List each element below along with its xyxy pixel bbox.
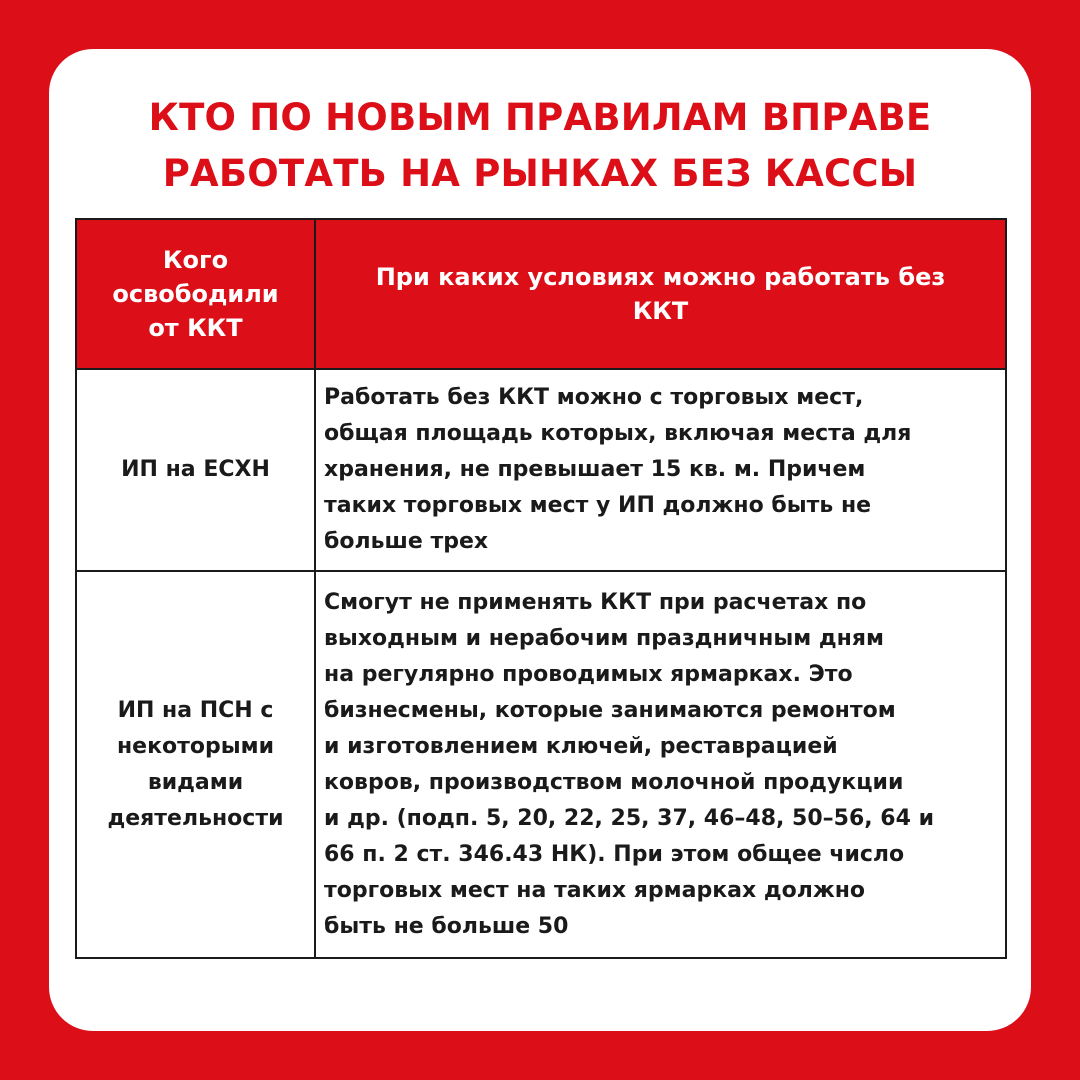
table-row: [76, 369, 1006, 571]
conditions-line: выходным и нерабочим праздничным дням: [324, 625, 884, 651]
conditions-line: Работать без ККТ можно с торговых мест,: [324, 385, 864, 410]
conditions-line: Смогут не применять ККТ при расчетах по: [324, 589, 867, 615]
who-line: ИП на ПСН с: [117, 697, 274, 723]
who-line: видами: [147, 769, 244, 795]
who-cell: [76, 571, 315, 958]
conditions-line: и др. (подп. 5, 20, 22, 25, 37, 46–48, 50–56, 64 и: [324, 805, 934, 831]
header-who-line: освободили: [112, 280, 279, 308]
who-line: ИП на ЕСХН: [121, 457, 270, 482]
conditions-line: больше трех: [324, 529, 489, 554]
conditions-cell: [315, 369, 1006, 571]
conditions-line: таких торговых мест у ИП должно быть не: [324, 493, 872, 518]
header-conditions-line: ККТ: [632, 297, 689, 325]
conditions-line: 66 п. 2 ст. 346.43 НК). При этом общее число: [324, 841, 905, 867]
who-line: некоторыми: [116, 733, 275, 759]
title-line-2: РАБОТАТЬ НА РЫНКАХ БЕЗ КАССЫ: [162, 152, 918, 195]
header-conditions-line: При каких условиях можно работать без: [375, 263, 946, 291]
conditions-line: ковров, производством молочной продукции: [324, 769, 904, 795]
table-header-row: [76, 219, 1006, 369]
conditions-line: быть не больше 50: [324, 913, 569, 939]
conditions-line: и изготовлением ключей, реставрацией: [324, 733, 838, 759]
title-line-1: КТО ПО НОВЫМ ПРАВИЛАМ ВПРАВЕ: [148, 96, 932, 139]
header-conditions: [315, 219, 1006, 369]
header-who-exempted: [76, 219, 315, 369]
conditions-line: бизнесмены, которые занимаются ремонтом: [324, 697, 896, 723]
who-line: деятельности: [107, 805, 284, 831]
header-who-line: от ККТ: [148, 314, 243, 342]
conditions-line: на регулярно проводимых ярмарках. Это: [324, 661, 853, 687]
page-title: [0, 90, 1080, 202]
conditions-line: торговых мест на таких ярмарках должно: [324, 877, 866, 903]
conditions-cell: [315, 571, 1006, 958]
conditions-line: хранения, не превышает 15 кв. м. Причем: [324, 457, 866, 482]
who-cell: [76, 369, 315, 571]
conditions-line: общая площадь которых, включая места для: [324, 421, 912, 446]
table-row: [76, 571, 1006, 958]
header-who-line: Кого: [162, 246, 229, 274]
exemption-table: [75, 218, 1007, 959]
